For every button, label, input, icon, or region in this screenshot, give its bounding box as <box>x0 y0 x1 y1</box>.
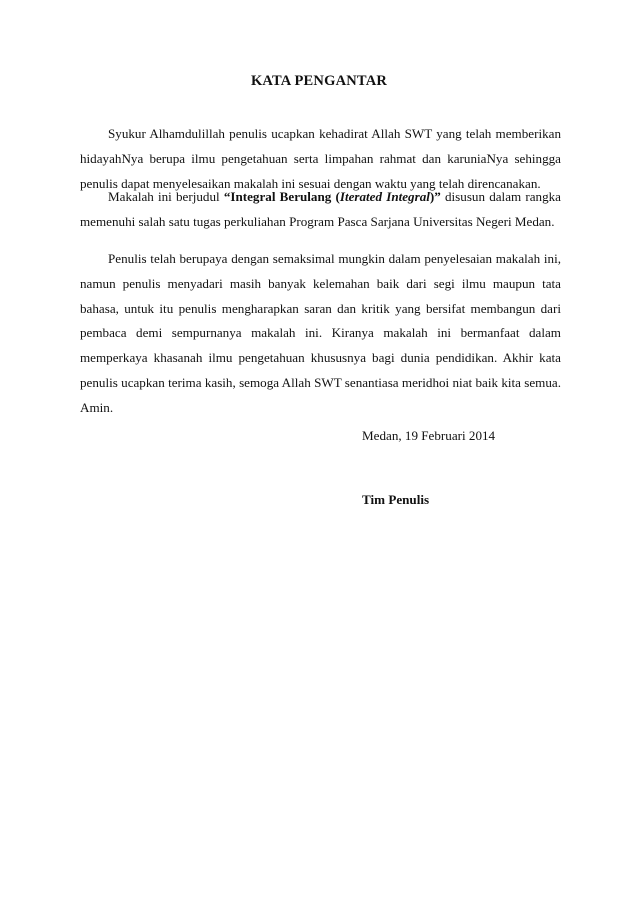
page-title: KATA PENGANTAR <box>250 73 388 89</box>
paragraph-gratitude: Syukur Alhamdulillah penulis ucapkan kehadirat Allah SWT yang telah memberikan hidayahNya berupa ilmu pengetahuan serta limpahan rahmat dan karuniaNya sehingga penulis dapat menyelesaikan makalah ini sesuai dengan waktu yang telah direncanakan. <box>80 126 561 191</box>
paragraph-text: disusun dalam rangka memenuhi salah satu tugas perkuliahan Program Pasca Sarjana Universitas Negeri Medan. <box>80 189 561 229</box>
paper-title <box>224 189 441 204</box>
paragraph-paper-title <box>80 185 561 235</box>
signature: Tim Penulis <box>362 492 430 507</box>
place-date: Medan, 19 Februari 2014 <box>362 428 496 443</box>
paragraph-text: Makalah ini berjudul <box>108 189 224 204</box>
paper-title-close: )” <box>429 189 441 204</box>
paragraph-closing-remarks: Penulis telah berupaya dengan semaksimal mungkin dalam penyelesaian makalah ini, namun penulis menyadari masih banyak kelemahan baik dari segi ilmu maupun tata bahasa, untuk itu penulis mengharapkan saran dan kritik yang bersifat membangun dari pembaca demi sempurnanya makalah ini. Kiranya makalah ini bermanfaat dalam memperkaya khasanah ilmu pengetahuan khususnya bagi dunia pendidikan. Akhir kata penulis ucapkan terima kasih, semoga Allah SWT senantiasa meridhoi niat baik kita semua. Amin. <box>80 251 561 415</box>
paper-title-open: “Integral Berulang ( <box>223 189 340 204</box>
paper-title-italic: Iterated Integral <box>339 189 430 204</box>
